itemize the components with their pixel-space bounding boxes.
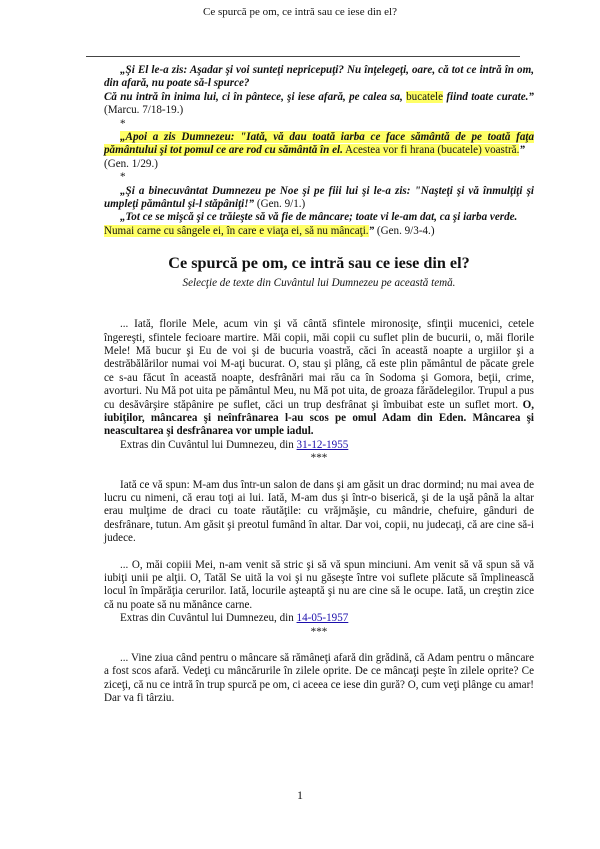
ref-mark: (Marcu. 7/18-19.) <box>104 104 184 117</box>
page-subtitle: Selecţie de texte din Cuvântul lui Dumnezeu pe această temă. <box>182 276 456 289</box>
section-1-bold: O, iubiţilor, mâncarea şi neînfrânarea l-au scos pe omul Adam din Eden. Mâncarea şi neascultarea şi desfrânarea vor umple iadul. <box>104 398 534 438</box>
separator-stars-1: *** <box>310 452 328 465</box>
quote-mark-text-b: Că nu intră în inima lui, ci în pântece, şi iese afară, pe calea sa, <box>104 90 403 103</box>
header-divider <box>86 56 520 57</box>
quote-gen-9-3-end: ” <box>368 224 375 237</box>
page-title: Ce spurcă pe om, ce intră sau ce iese din el? <box>168 254 470 273</box>
separator-star-2: * <box>120 171 126 184</box>
quote-gen-1-29-text: „Apoi a zis Dumnezeu: "Iată, vă dau toată iarba ce face sământă de pe toată faţa pământului şi tot pomul ce are rod cu sământă în el. <box>104 131 534 157</box>
page-header: Ce spurcă pe om, ce intră sau ce iese din el? <box>203 6 397 18</box>
separator-stars-2: *** <box>310 625 328 638</box>
highlight-bucatele: bucatele <box>406 90 444 103</box>
section-4: ... Vine ziua când pentru o mâncare să rămâneţi afară din grădină, că Adam pentru o mâncare a fost scos afară. Vedeţi cu mâncărurile în zilele oprite. De ce mâncaţi peşte în zilele oprite? Ce ziceţi, că nu ce intră în trup spurcă pe om, ci aceea ce iese din gură? O, cum veţi plânge cu amar! Dar va fi târziu. <box>104 652 534 705</box>
section-1-source <box>104 439 534 452</box>
ref-gen-9-1: (Gen. 9/1.) <box>254 198 306 211</box>
quote-mark-7 <box>104 64 534 118</box>
section-3: ... O, măi copiii Mei, n-am venit să stric şi să vă spun minciuni. Am venit să vă spun să vă iubiţi unii pe alţii. O, Tatăl Se uită la voi şi nu găseşte între voi suflete plăcute să împlinească locul în împărăţia cerurilor. Iată, locurile aşteaptă şi nu are cine să le ocupe. Iată, un creştin zice că nu poate să nu mănânce carne. <box>104 558 534 611</box>
date-link-1955[interactable]: 31-12-1955 <box>296 438 349 451</box>
section-1-extras: Extras din Cuvântul lui Dumnezeu, din <box>120 438 297 451</box>
page-content <box>104 64 534 706</box>
date-link-1957[interactable]: 14-05-1957 <box>296 612 349 625</box>
separator-star-1: * <box>120 117 126 130</box>
section-3-extras: Extras din Cuvântul lui Dumnezeu, din <box>120 612 297 625</box>
quote-mark-text-a: „Şi El le-a zis: Aşadar şi voi sunteţi nepricepuţi? Nu înţelegeţi, oare, că tot ce intră în om, din afară, nu poate să-l spurce? <box>104 64 534 90</box>
page-number: 1 <box>297 788 303 802</box>
section-1 <box>104 318 534 439</box>
section-3-source <box>104 612 534 625</box>
quote-gen-9-1-text: „Şi a binecuvântat Dumnezeu pe Noe şi pe fiii lui şi le-a zis: "Naşteţi şi vă înmulţiţi şi umpleţi pământul şi-l stăpâniţi!” <box>104 184 534 211</box>
quote-gen-9-1 <box>104 185 534 212</box>
quote-gen-9-3 <box>104 211 534 238</box>
quote-gen-9-3-text: „Tot ce se mişcă şi ce trăieşte să vă fie de mâncare; toate vi le-am dat, ca şi iarba verde. <box>120 211 518 224</box>
section-2: Iată ce vă spun: M-am dus într-un salon de dans şi am găsit un drac dormind; nu mai avea de lucru cu nimeni, că erau toţi ai lui. Iată, M-am dus şi într-o biserică, şi de la uşă până la altar erau mulţime de draci cu toate răutăţile: cu vrăjmăşie, cu mândrie, chefuire, gânduri de desfrânare, tutun. Am găsit şi preotul fumând în altar. Dar voi, copii, nu judecaţi, că are cine să-i judece. <box>104 478 534 545</box>
quote-gen-1-29-end: ” <box>519 144 525 157</box>
quote-gen-1-29 <box>104 131 534 171</box>
quote-gen-9-3-hl: Numai carne cu sângele ei, în care e viaţa ei, să nu mâncaţi. <box>104 224 369 237</box>
quote-gen-1-29-hl2: Acestea vor fi hrana (bucatele) voastră. <box>342 144 520 157</box>
quote-mark-text-c: fiind toate curate.” <box>443 90 534 103</box>
ref-gen-9-3: (Gen. 9/3-4.) <box>374 224 435 237</box>
ref-gen-1-29: (Gen. 1/29.) <box>104 157 158 170</box>
section-1-text: ... Iată, florile Mele, acum vin şi vă cântă sfintele mironosiţe, sfinţii mucenici, cetele îngereşti, sfintele fecioare martire. Măi copii, măi copii cu suflet plin de bucurii, o, măi florile Mele! Mă bucur şi Eu de voi şi de bucuria voastră, căci în această noapte a urgiilor şi a destrăbălărilor numai voi M-aţi bucurat. O, stau şi plâng, că este plin pământul de păcate grele ce s-au făcut în această noapte, desfrânări mai rău ca în Sodoma şi Gomora, beţii, crime, avorturi. Nu Mă pot uita pe pământul Meu, nu Mă pot uita, de groaza fărădelegilor. Trupul a pus cu desăvârşire stăpânire pe suflet, căci un trup desfrânat şi îmbuibat este un suflet mort. <box>104 318 534 411</box>
